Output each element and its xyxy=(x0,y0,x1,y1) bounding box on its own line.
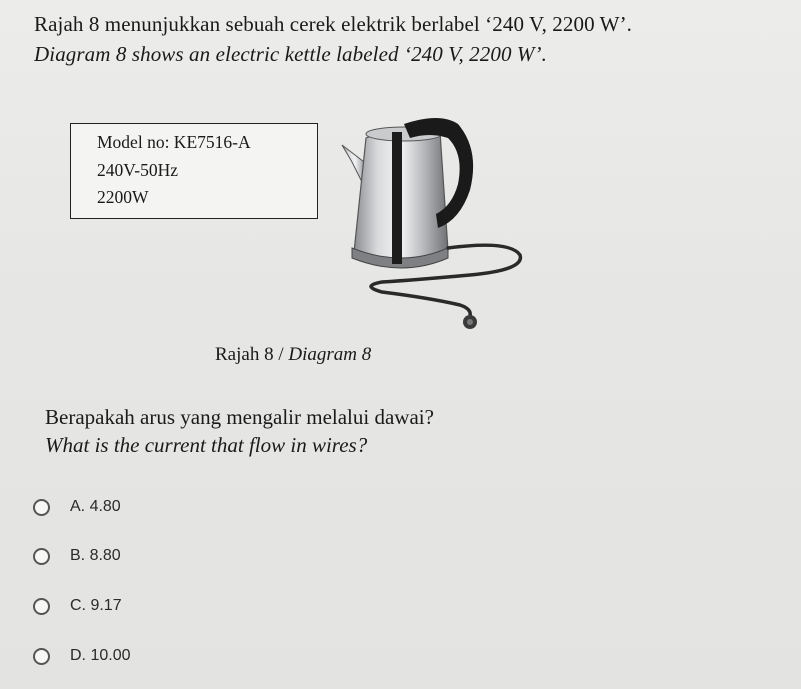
option-label: C. 9.17 xyxy=(70,597,122,614)
radio-button-icon[interactable] xyxy=(33,499,50,516)
option-label: B. 8.80 xyxy=(70,547,121,564)
label-voltage: 240V-50Hz xyxy=(97,160,179,180)
kettle-label-box xyxy=(70,123,318,219)
diagram-caption xyxy=(215,344,371,366)
option-label: D. 10.00 xyxy=(70,647,131,664)
radio-button-icon[interactable] xyxy=(33,548,50,565)
answer-option-d[interactable] xyxy=(33,643,130,669)
radio-button-icon[interactable] xyxy=(33,598,50,615)
prompt-english: What is the current that flow in wires? xyxy=(45,433,368,457)
label-model-number: Model no: KE7516-A xyxy=(97,132,251,152)
option-label: A. 4.80 xyxy=(70,498,121,515)
electric-kettle-image xyxy=(320,110,540,335)
label-power: 2200W xyxy=(97,187,149,207)
answer-option-c[interactable] xyxy=(33,593,122,619)
caption-english: Diagram 8 xyxy=(288,344,372,365)
question-text-malay: Rajah 8 menunjukkan sebuah cerek elektrik berlabel ‘240 V, 2200 W’. xyxy=(34,12,633,36)
radio-button-icon[interactable] xyxy=(33,648,50,665)
caption-malay: Rajah 8 / xyxy=(215,344,289,365)
answer-option-a[interactable] xyxy=(33,494,121,520)
answer-option-b[interactable] xyxy=(33,543,121,569)
question-text-english: Diagram 8 shows an electric kettle labeled ‘240 V, 2200 W’. xyxy=(34,42,547,66)
prompt-malay: Berapakah arus yang mengalir melalui dawai? xyxy=(45,405,434,429)
